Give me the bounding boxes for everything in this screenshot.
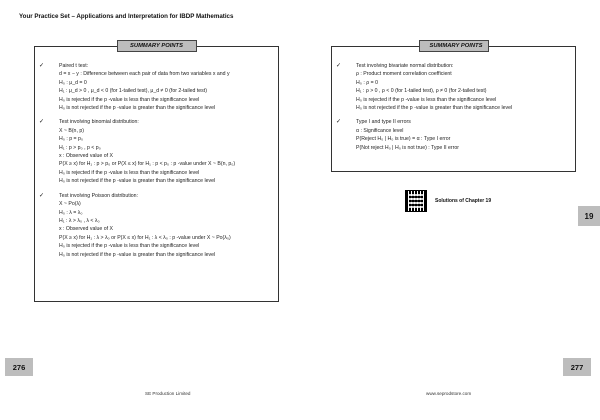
summary-line: P(X ≥ x) for H₁ : λ > λ₀ or P(X ≤ x) for H₁ : λ < λ₀ : p -value under X ~ Po(λ₀) bbox=[59, 234, 231, 241]
summary-panel-right bbox=[331, 43, 576, 172]
summary-line: H₀ is rejected if the p -value is less than the significance level bbox=[59, 243, 200, 250]
summary-line: α : Significance level bbox=[356, 127, 404, 134]
summary-line: ρ : Product moment correlation coefficient bbox=[356, 71, 452, 78]
summary-item bbox=[336, 62, 569, 112]
summary-item bbox=[336, 118, 569, 152]
summary-line: H₀ is rejected if the p -value is less than the significance level bbox=[59, 96, 200, 103]
qr-label: Solutions of Chapter 19 bbox=[435, 198, 492, 204]
summary-line: P(X ≥ x) for H₁ : p > p₀ or P(X ≤ x) for H₁ : p < p₀ : p -value under X ~ B(n, p₀) bbox=[59, 161, 236, 168]
page-number-left: 276 bbox=[5, 358, 33, 376]
summary-line: d = x − y : Difference between each pair of data from two variables x and y bbox=[59, 71, 230, 78]
summary-item bbox=[39, 118, 272, 185]
summary-line: P(Not reject H₀ | H₀ is not true) : Type II error bbox=[356, 144, 459, 151]
summary-line: H₁ : p > p₀ , p < p₀ bbox=[59, 144, 101, 151]
summary-line: H₀ : λ = λ₀ bbox=[59, 209, 83, 216]
panel-body bbox=[39, 62, 272, 297]
summary-line: H₀ : μ_d = 0 bbox=[59, 79, 87, 86]
page-number-right: 277 bbox=[563, 358, 591, 376]
summary-line: H₀ is not rejected if the p -value is greater than the significance level bbox=[59, 105, 216, 112]
summary-line: Type I and type II errors bbox=[356, 119, 411, 126]
check-icon: ✓ bbox=[336, 119, 342, 126]
check-icon: ✓ bbox=[39, 119, 45, 126]
panel-header: SUMMARY POINTS bbox=[117, 40, 197, 52]
summary-line: H₀ : p = p₀ bbox=[59, 136, 84, 143]
summary-line: H₀ is rejected if the p -value is less than the significance level bbox=[59, 169, 200, 176]
summary-line: Test involving binomial distribution: bbox=[59, 119, 139, 126]
summary-line: x : Observed value of X bbox=[59, 226, 113, 233]
summary-item bbox=[39, 62, 272, 112]
summary-line: H₀ is rejected if the p -value is less than the significance level bbox=[356, 96, 497, 103]
summary-line: H₁ : λ > λ₀ , λ < λ₀ bbox=[59, 217, 100, 224]
summary-line: H₀ : ρ = 0 bbox=[356, 79, 378, 86]
solutions-link[interactable] bbox=[405, 190, 491, 212]
summary-line: H₀ is not rejected if the p -value is greater than the significance level bbox=[59, 178, 216, 185]
summary-line: H₁ : ρ > 0 , ρ < 0 (for 1-tailed test), ρ ≠ 0 (for 2-tailed test) bbox=[356, 88, 487, 95]
footer-publisher: SE Production Limited bbox=[145, 391, 191, 396]
check-icon: ✓ bbox=[336, 63, 342, 69]
summary-line: X ~ Po(λ) bbox=[59, 201, 81, 208]
summary-line: H₀ is not rejected if the p -value is greater than the significance level bbox=[59, 251, 216, 258]
footer-website: www.seprodstore.com bbox=[426, 391, 472, 396]
check-icon: ✓ bbox=[39, 63, 45, 69]
summary-line: Paired t test: bbox=[59, 63, 89, 69]
qr-code-icon[interactable] bbox=[405, 190, 427, 212]
check-icon: ✓ bbox=[39, 192, 45, 199]
panel-header: SUMMARY POINTS bbox=[419, 40, 489, 52]
summary-line: Test involving Poisson distribution: bbox=[59, 192, 139, 199]
summary-item bbox=[39, 192, 272, 259]
summary-line: X ~ B(n, p) bbox=[59, 127, 84, 134]
summary-line: H₁ : μ_d > 0 , μ_d < 0 (for 1-tailed test), μ_d ≠ 0 (for 2-tailed test) bbox=[59, 88, 207, 95]
summary-line: Test involving bivariate normal distribution: bbox=[356, 63, 454, 69]
summary-line: H₀ is not rejected if the p -value is greater than the significance level bbox=[356, 105, 513, 112]
book-title: Your Practice Set – Applications and Interpretation for IBDP Mathematics bbox=[19, 13, 234, 20]
summary-line: P(Reject H₀ | H₀ is true) = α : Type I error bbox=[356, 136, 451, 143]
summary-line: x : Observed value of X bbox=[59, 153, 113, 160]
chapter-tab: 19 bbox=[578, 206, 600, 226]
panel-body bbox=[336, 62, 569, 167]
summary-panel-left bbox=[34, 43, 279, 302]
